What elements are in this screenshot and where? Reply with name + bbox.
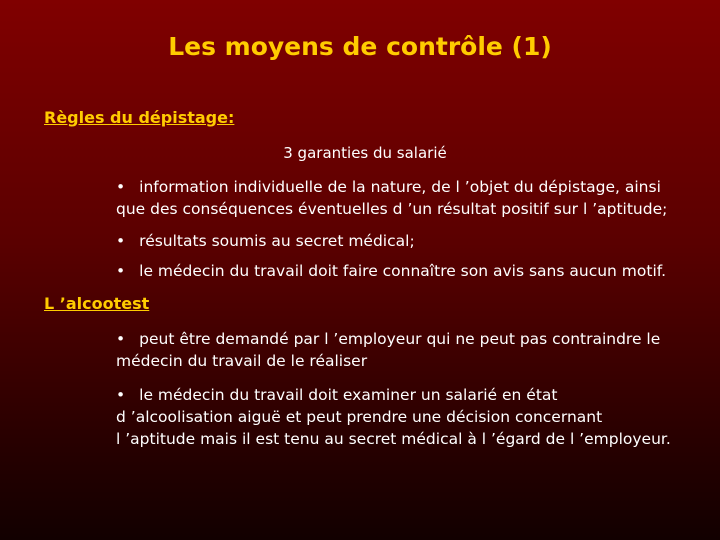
bullet-text: le médecin du travail doit faire connaître son avis sans aucun motif. (139, 262, 667, 280)
bullet-text: médecin du travail de le réaliser (116, 352, 368, 370)
bullet-text: information individuelle de la nature, de l ’objet du dépistage, ainsi (139, 178, 661, 196)
bullet-icon: • (116, 232, 126, 250)
bullet-text: d ’alcoolisation aiguë et peut prendre une décision concernant (116, 408, 603, 426)
bullet-item (116, 384, 696, 450)
bullet-text: résultats soumis au secret médical; (139, 232, 415, 250)
bullet-item (116, 176, 696, 220)
subtitle-garanties: 3 garanties du salarié (283, 144, 447, 162)
bullet-item (116, 230, 696, 252)
bullet-text: peut être demandé par l ’employeur qui ne peut pas contraindre le (139, 330, 661, 348)
slide-title: Les moyens de contrôle (1) (168, 32, 552, 61)
section-heading-depistage: Règles du dépistage: (44, 108, 235, 127)
bullet-text: l ’aptitude mais il est tenu au secret médical à l ’égard de l ’employeur. (116, 430, 671, 448)
section-heading-alcootest: L ’alcootest (44, 294, 150, 313)
bullet-text: le médecin du travail doit examiner un salarié en état (139, 386, 558, 404)
bullet-icon: • (116, 178, 126, 196)
bullet-item (116, 260, 696, 282)
bullet-item (116, 328, 696, 372)
bullet-icon: • (116, 262, 126, 280)
bullet-icon: • (116, 330, 126, 348)
bullet-icon: • (116, 386, 126, 404)
bullet-text: que des conséquences éventuelles d ’un résultat positif sur l ’aptitude; (116, 200, 668, 218)
